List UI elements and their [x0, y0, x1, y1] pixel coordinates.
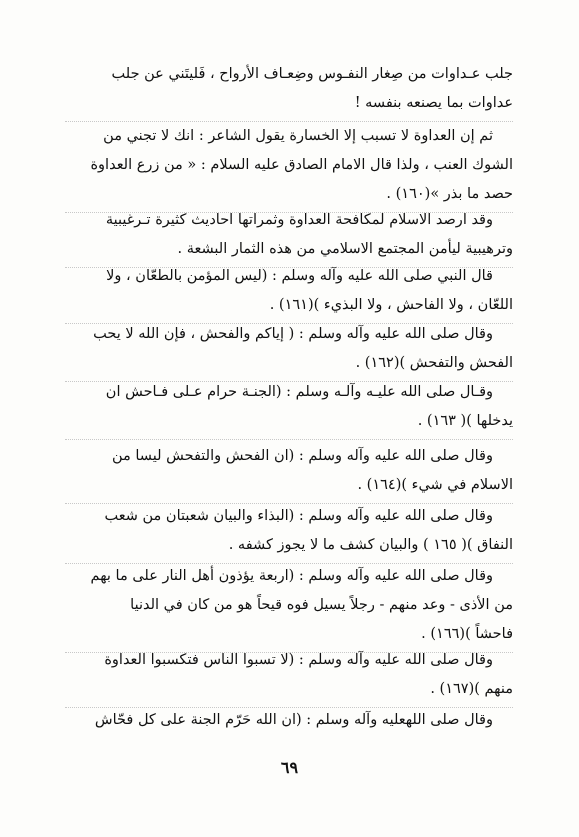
paragraph-5	[65, 320, 513, 382]
text-line: وقال صلى الله عليه وآله وسلم : (لا تسبوا الناس فتكسبوا العداوة	[104, 652, 493, 668]
text-line: وقـال صلى الله عليـه وآلـه وسلم : (الجنـة حرام عـلى فـاحش ان	[105, 384, 493, 400]
text-line: الشوك العنب ، ولذا قال الامام الصادق عليه السلام : « من زرع العداوة	[90, 157, 513, 173]
paragraph-1	[65, 60, 513, 122]
paragraph-3	[65, 206, 513, 268]
paragraph-4	[65, 262, 513, 324]
text-line: وقال صلى اللهعليه وآله وسلم : (ان الله حَرّم الجنة على كل فحّاش	[94, 712, 493, 728]
text-line: جلب عـداوات من صِغار النفـوس وضِعـاف الأرواح ، فَليتَني عن جلب	[111, 66, 513, 82]
paragraph-11	[65, 706, 513, 738]
text-line: قال النبي صلى الله عليه وآله وسلم : (ليس المؤمن بالطعّان ، ولا	[106, 268, 493, 284]
paragraph-7	[65, 442, 513, 504]
text-line: وقال صلى الله عليه وآله وسلم : (ان الفحش والتفحش ليسا من	[111, 448, 493, 464]
text-line: وقال صلى الله عليه وآله وسلم : (اربعة يؤذون أهل النار على ما بهم	[90, 568, 493, 584]
paragraph-2	[65, 122, 513, 213]
text-line: فاحشاً )(١٦٦) .	[421, 626, 513, 642]
text-line: وقال صلى الله عليه وآله وسلم : (البذاء والبيان شعبتان من شعب	[104, 508, 493, 524]
text-line: وقال صلى الله عليه وآله وسلم : ( إياكم والفحش ، فإن الله لا يحب	[93, 326, 493, 342]
text-line: ثم إن العداوة لا تسبب إلا الخسارة يقول الشاعر : انك لا تجني من	[103, 128, 493, 144]
paragraph-8	[65, 502, 513, 564]
text-line: وترهيبية ليأمن المجتمع الاسلامي من هذه الثمار البشعة .	[177, 241, 513, 257]
paragraph-9	[65, 562, 513, 653]
text-line: اللعّان ، ولا الفاحش ، ولا البذيء )(١٦١) .	[269, 297, 513, 313]
text-line: وقد ارصد الاسلام لمكافحة العداوة وثمراتها احاديث كثيرة تـرغيبية	[105, 212, 493, 228]
paragraph-6	[65, 378, 513, 440]
text-line: الفحش والتفحش )(١٦٢) .	[355, 355, 513, 371]
text-line: عداوات بما يصنعه بنفسه !	[354, 95, 513, 111]
text-line: النفاق )( ١٦٥ ) والبيان كشف ما لا يجوز كشفه .	[228, 537, 513, 553]
text-line: من الأذى - وعد منهم - رجلاً يسيل فوه قيحاً هو من كان في الدنيا	[130, 597, 513, 613]
text-line: حصد ما بذر »(١٦٠) .	[386, 186, 513, 202]
text-line: يدخلها )( ١٦٣) .	[417, 413, 513, 429]
text-line: منهم )(١٦٧) .	[430, 681, 513, 697]
page-number: ٦٩	[280, 758, 299, 777]
text-line: الاسلام في شيء )(١٦٤) .	[357, 477, 513, 493]
paragraph-10	[65, 646, 513, 708]
